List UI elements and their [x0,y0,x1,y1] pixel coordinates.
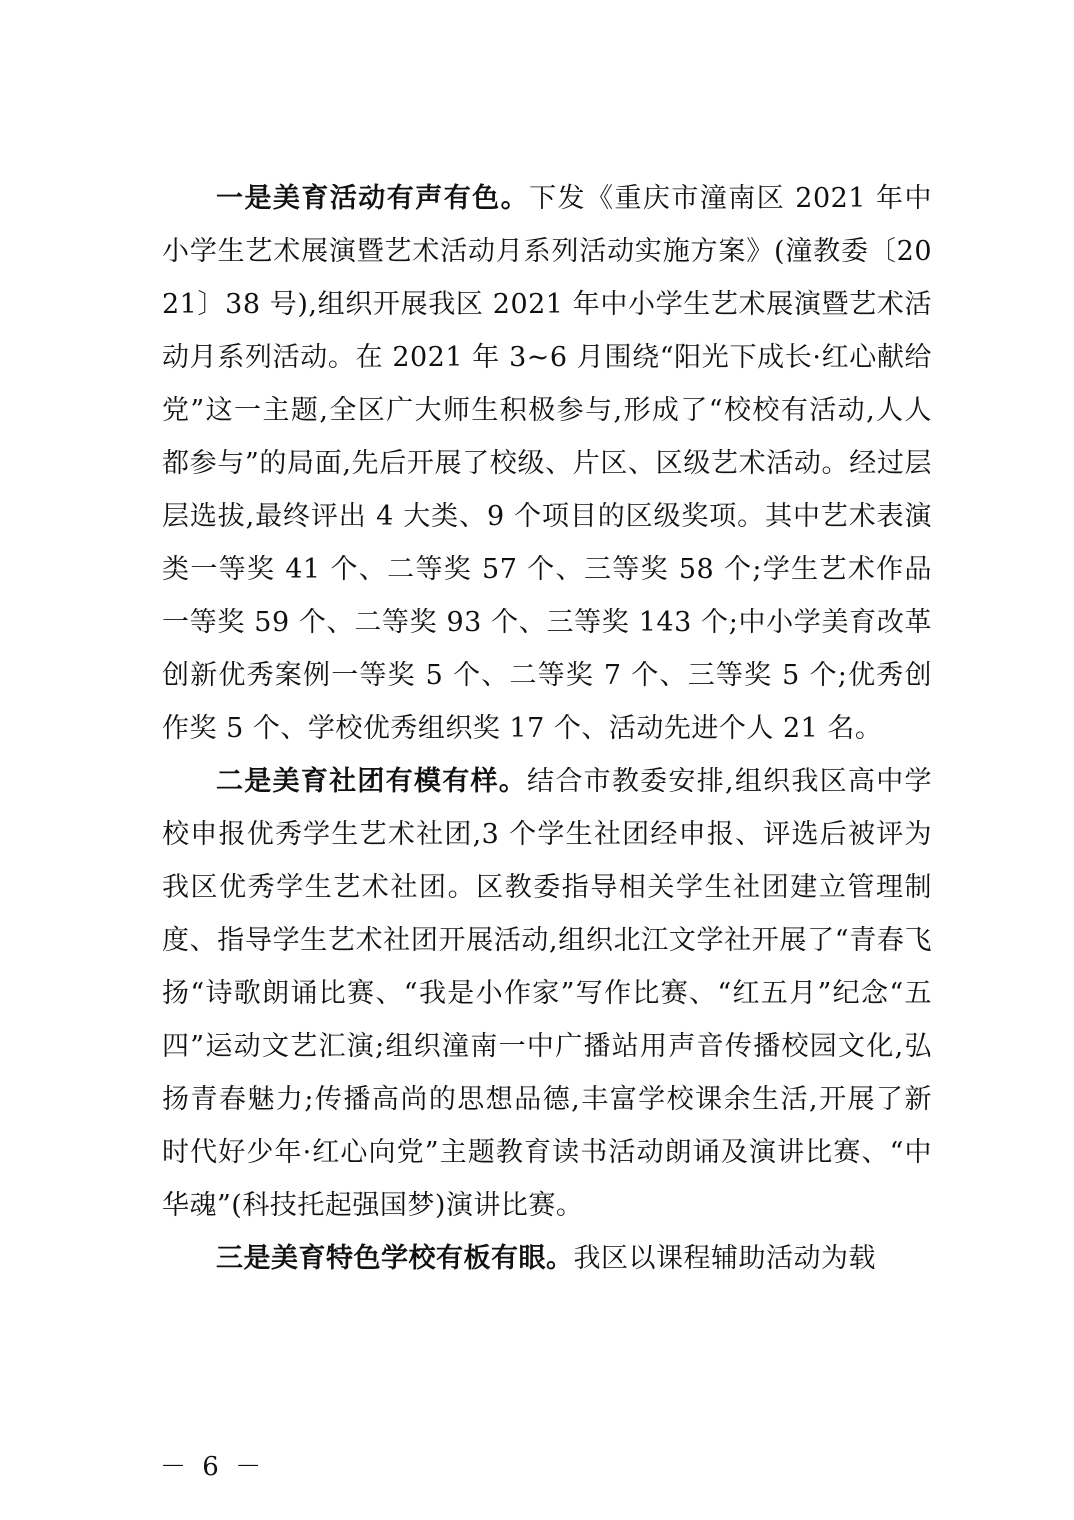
paragraph-lead-heading: 一是美育活动有声有色。 [216,183,530,214]
page-number: － 6 － [160,1452,266,1482]
document-body [162,172,932,1285]
paragraph-featured-schools [162,1232,932,1285]
paragraph-arts-clubs [162,755,932,1232]
paragraph-lead-heading: 三是美育特色学校有板有眼。 [216,1243,574,1274]
paragraph-arts-activities [162,172,932,755]
paragraph-text: 结合市教委安排,组织我区高中学校申报优秀学生艺术社团,3 个学生社团经申报、评选后被评为我区优秀学生艺术社团。区教委指导相关学生社团建立管理制度、指导学生艺术社团开展活动,组织北江文学社开展了“青春飞扬“诗歌朗诵比赛、“我是小作家”写作比赛、“红五月”纪念“五四”运动文艺汇演;组织潼南一中广播站用声音传播校园文化,弘扬青春魅力;传播高尚的思想品德,丰富学校课余生活,开展了新时代好少年·红心向党”主题教育读书活动朗诵及演讲比赛、“中华魂”(科技托起强国梦)演讲比赛。 [162,766,932,1221]
paragraph-text: 我区以课程辅助活动为载 [573,1243,876,1274]
paragraph-lead-heading: 二是美育社团有模有样。 [216,766,528,797]
paragraph-text: 下发《重庆市潼南区 2021 年中小学生艺术展演暨艺术活动月系列活动实施方案》(潼教委〔2021〕38 号),组织开展我区 2021 年中小学生艺术展演暨艺术活动月系列活动。在 2021 年 3~6 月围绕“阳光下成长·红心献给党”这一主题,全区广大师生积极参与,形成了“校校有活动,人人都参与”的局面,先后开展了校级、片区、区级艺术活动。经过层层选拔,最终评出 4 大类、9 个项目的区级奖项。其中艺术表演类一等奖 41 个、二等奖 57 个、三等奖 58 个;学生艺术作品一等奖 59 个、二等奖 93 个、三等奖 143 个;中小学美育改革创新优秀案例一等奖 5 个、二等奖 7 个、三等奖 5 个;优秀创作奖 5 个、学校优秀组织奖 17 个、活动先进个人 21 名。 [162,183,932,744]
